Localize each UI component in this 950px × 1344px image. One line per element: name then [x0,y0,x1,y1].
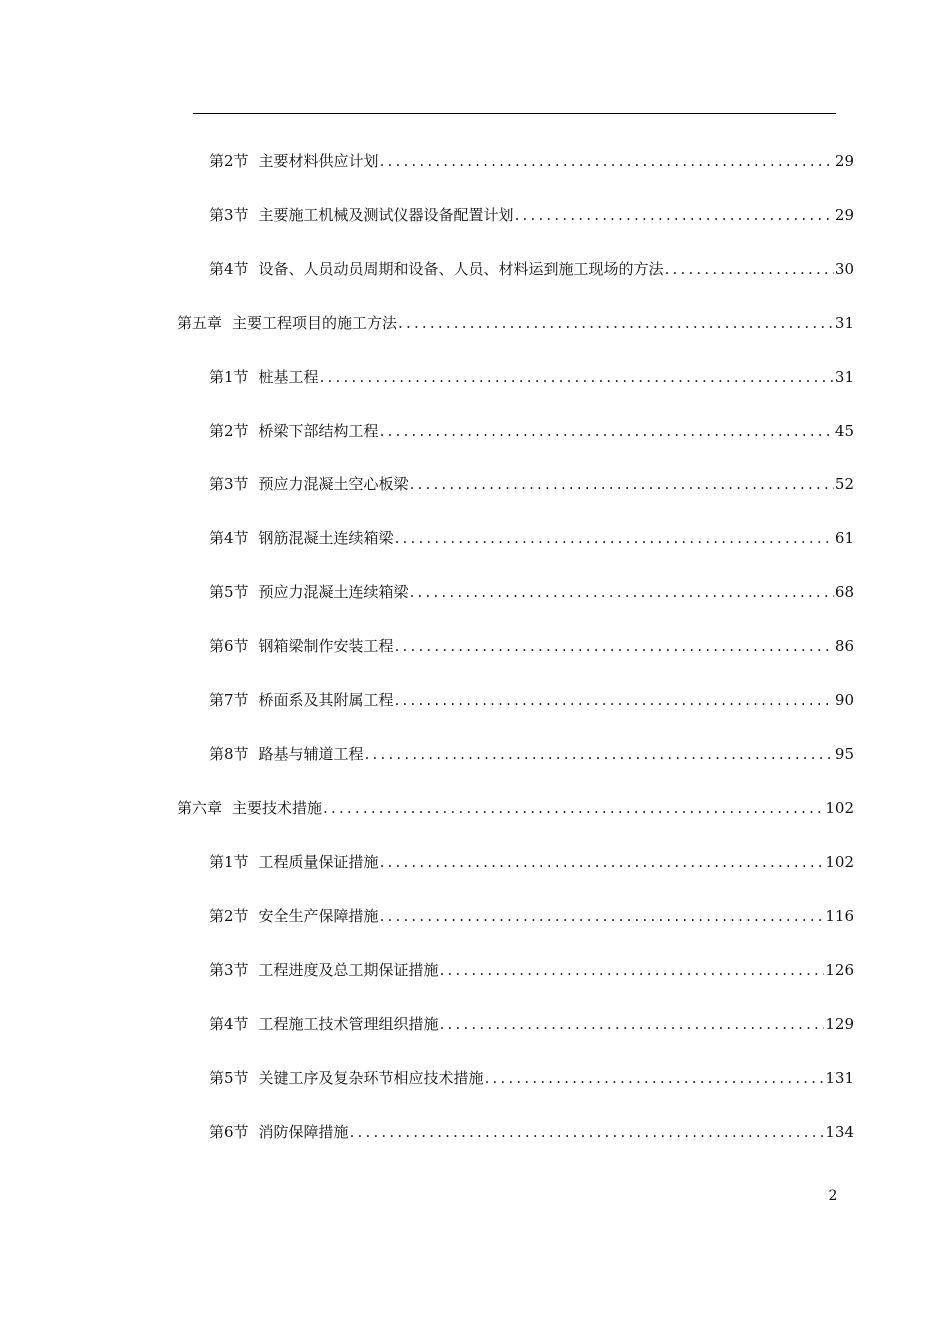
toc-entry-section [209,689,854,711]
toc-dot-leader [380,905,825,927]
toc-entry-page: 116 [825,907,854,925]
toc-entry-title: 预应力混凝土空心板梁 [258,475,409,493]
toc-entry-number: 第1节 [209,853,249,871]
toc-entry-number: 第4节 [209,529,249,547]
toc-entry-page: 129 [825,1015,854,1033]
toc-entry-number: 第6节 [209,1123,249,1141]
toc-entry-section [209,1013,854,1035]
toc-entry-page: 45 [834,422,854,440]
toc-dot-leader [323,797,824,819]
toc-entry-section [209,851,854,873]
toc-entry-page: 29 [834,206,854,224]
toc-entry-page: 134 [825,1123,854,1141]
toc-entry-number: 第2节 [209,422,249,440]
toc-entry-title: 主要工程项目的施工方法 [232,314,398,332]
toc-entry-title: 主要材料供应计划 [258,152,379,170]
toc-entry-section [209,366,854,388]
toc-entry-number: 第5节 [209,583,249,601]
toc-entry-section [209,635,854,657]
toc-entry-title: 工程质量保证措施 [258,853,379,871]
toc-entry-title: 钢箱梁制作安装工程 [258,637,394,655]
toc-dot-leader [440,1013,825,1035]
toc-entry-title: 工程进度及总工期保证措施 [258,961,439,979]
toc-entry-title: 桥面系及其附属工程 [258,691,394,709]
toc-entry-page: 90 [834,691,854,709]
toc-entry-number: 第五章 [177,314,223,332]
toc-entry-number: 第5节 [209,1069,249,1087]
toc-entry-section [209,527,854,549]
toc-entry-title: 路基与辅道工程 [258,745,364,763]
toc-entry-page: 31 [834,368,854,386]
toc-entry-number: 第4节 [209,260,249,278]
toc-entry-number: 第1节 [209,368,249,386]
toc-entry-section [209,959,854,981]
toc-entry-number: 第六章 [177,799,223,817]
toc-entry-title: 预应力混凝土连续箱梁 [258,583,409,601]
toc-entry-number: 第3节 [209,475,249,493]
toc-dot-leader [665,258,834,280]
toc-entry-title: 安全生产保障措施 [258,907,379,925]
toc-dot-leader [485,1067,825,1089]
toc-entry-title: 主要技术措施 [232,799,323,817]
toc-entry-section [209,1067,854,1089]
toc-entry-section [209,1121,854,1143]
toc-entry-page: 31 [834,314,854,332]
toc-dot-leader [380,150,834,172]
toc-entry-page: 86 [834,637,854,655]
toc-dot-leader [395,527,834,549]
toc-dot-leader [410,473,834,495]
toc-entry-title: 关键工序及复杂环节相应技术措施 [258,1069,484,1087]
toc-entry-page: 68 [834,583,854,601]
toc-entry-number: 第4节 [209,1015,249,1033]
toc-entry-title: 桩基工程 [258,368,319,386]
toc-entry-page: 61 [834,529,854,547]
toc-dot-leader [398,312,834,334]
toc-entry-section [209,204,854,226]
toc-entry-title: 工程施工技术管理组织措施 [258,1015,439,1033]
toc-dot-leader [395,635,834,657]
toc-entry-page: 102 [825,853,854,871]
toc-entry-title: 设备、人员动员周期和设备、人员、材料运到施工现场的方法 [258,260,664,278]
toc-entry-section [209,258,854,280]
toc-entry-title: 钢筋混凝土连续箱梁 [258,529,394,547]
toc-entry-number: 第8节 [209,745,249,763]
toc-entry-page: 131 [825,1069,854,1087]
toc-entry-number: 第7节 [209,691,249,709]
toc-entry-title: 主要施工机械及测试仪器设备配置计划 [258,206,514,224]
toc-dot-leader [380,420,834,442]
toc-entry-page: 29 [834,152,854,170]
toc-entry-number: 第2节 [209,152,249,170]
toc-entry-page: 52 [834,475,854,493]
toc-entry-chapter [177,312,854,334]
toc-entry-section [209,473,854,495]
toc-dot-leader [350,1121,825,1143]
toc-entry-page: 95 [834,745,854,763]
toc-entry-title: 桥梁下部结构工程 [258,422,379,440]
toc-dot-leader [515,204,834,226]
toc-entry-page: 102 [825,799,854,817]
toc-entry-section [209,581,854,603]
toc-entry-chapter [177,797,854,819]
toc-dot-leader [395,689,834,711]
toc-dot-leader [320,366,834,388]
toc-dot-leader [440,959,825,981]
toc-dot-leader [410,581,834,603]
toc-entry-section [209,743,854,765]
toc-entry-page: 126 [825,961,854,979]
toc-entry-section [209,905,854,927]
toc-dot-leader [365,743,834,765]
toc-entry-number: 第2节 [209,907,249,925]
toc-entry-number: 第3节 [209,206,249,224]
toc-entry-number: 第3节 [209,961,249,979]
toc-entry-section [209,420,854,442]
toc-entry-page: 30 [834,260,854,278]
toc-entry-section [209,150,854,172]
toc-entry-title: 消防保障措施 [258,1123,349,1141]
toc-entry-number: 第6节 [209,637,249,655]
toc-dot-leader [380,851,825,873]
page-number: 2 [828,1188,838,1204]
